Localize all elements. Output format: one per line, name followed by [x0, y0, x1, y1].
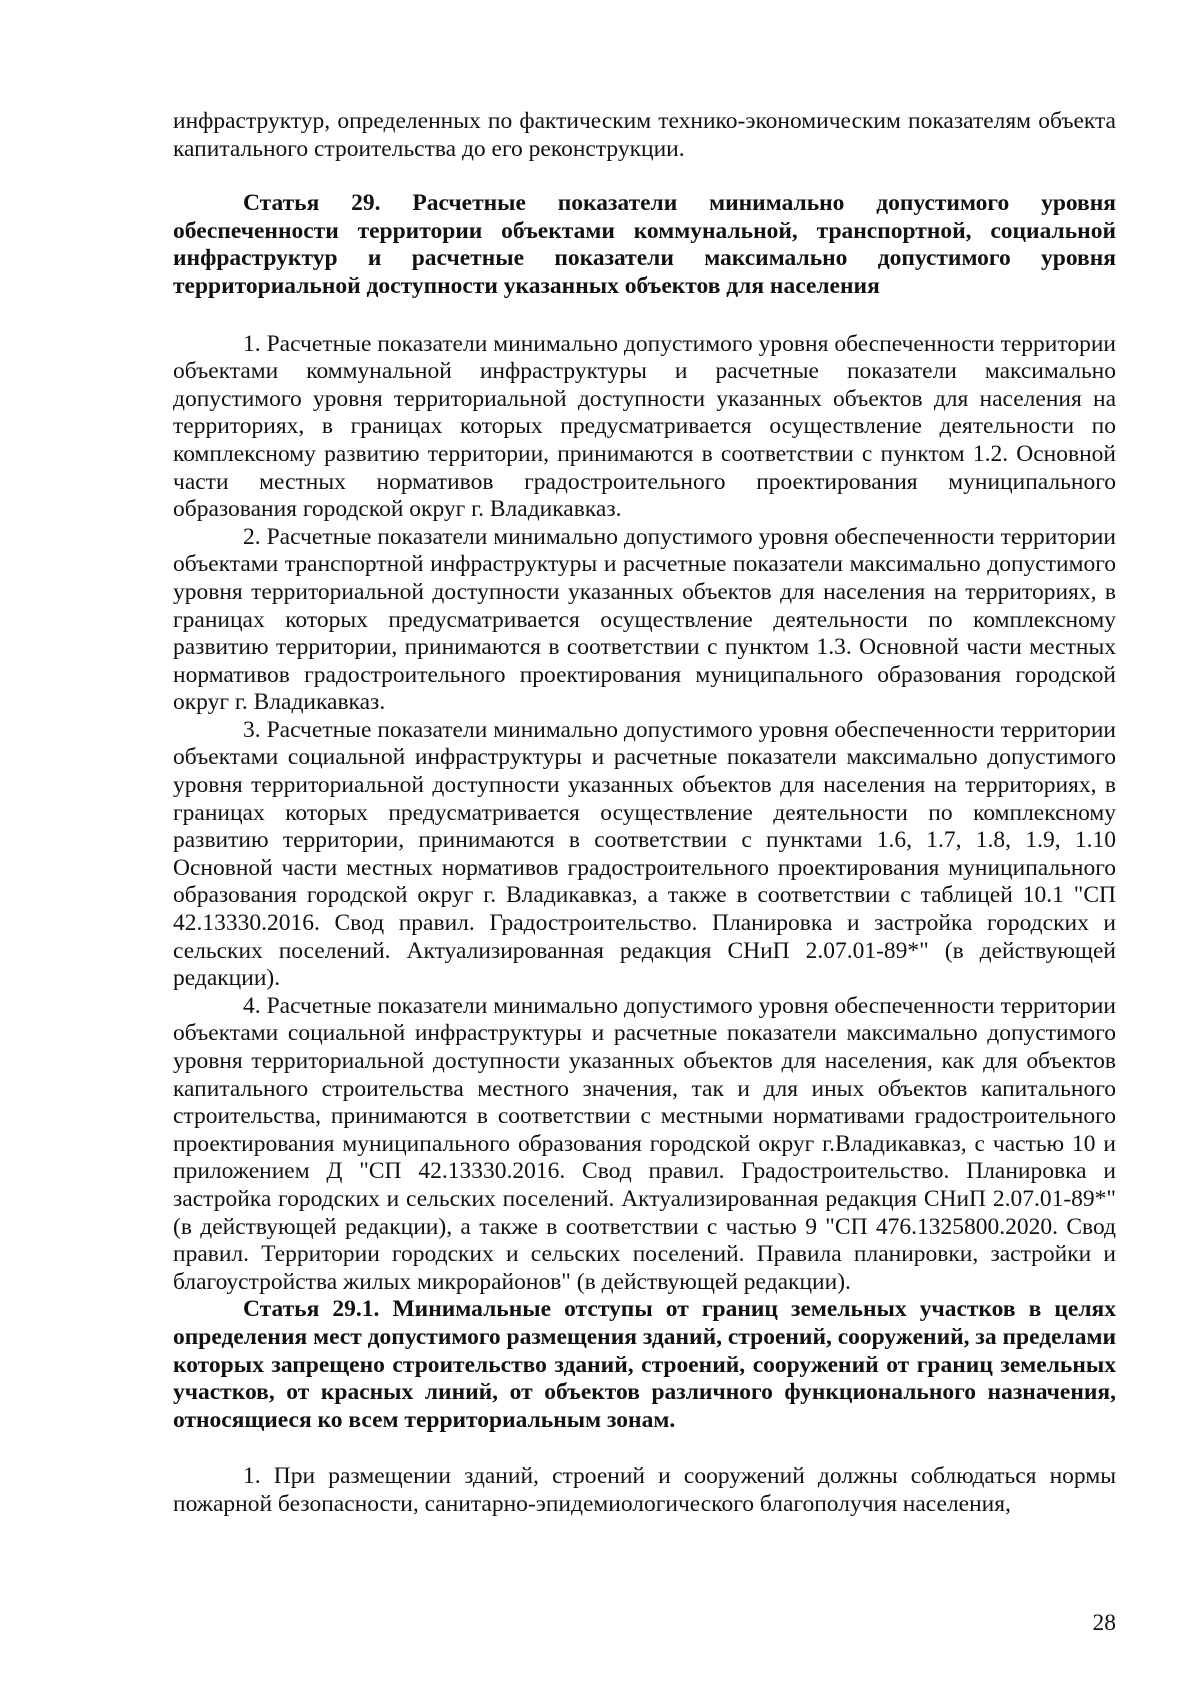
article-29-1-heading: Статья 29.1. Минимальные отступы от границ земельных участков в целях определения мест допустимого размещения зданий, строений, сооружений, за пределами которых запрещено строительство зданий, строений, сооружений от границ земельных участков, от красных линий, от объектов различного функционального назначения, относящиеся ко всем территориальным зонам.: [173, 1296, 1117, 1433]
article-29-item-4: 4. Расчетные показатели минимально допустимого уровня обеспеченности территории объектами социальной инфраструктуры и расчетные показатели максимально допустимого уровня территориальной доступности указанных объектов для населения, как для объектов капитального строительства местного значения, так и для иных объектов капитального строительства, принимаются в соответствии с местными нормативами градостроительного проектирования муниципального образования городской округ г.Владикавказ, с частью 10 и приложением Д "СП 42.13330.2016. Свод правил. Градостроительство. Планировка и застройка городских и сельских поселений. Актуализированная редакция СНиП 2.07.01-89*" (в действующей редакции), а также в соответствии с частью 9 "СП 476.1325800.2020. Свод правил. Территории городских и сельских поселений. Правила планировки, застройки и благоустройства жилых микрорайонов" (в действующей редакции).: [173, 992, 1116, 1295]
article-29-item-1: 1. Расчетные показатели минимально допустимого уровня обеспеченности территории объектами коммунальной инфраструктуры и расчетные показатели максимально допустимого уровня территориальной доступности указанных объектов для населения на территориях, в границах которых предусматривается осуществление деятельности по комплексному развитию территории, принимаются в соответствии с пунктом 1.2. Основной части местных нормативов градостроительного проектирования муниципального образования городской округ г. Владикавказ.: [173, 330, 1116, 523]
article-29-1-item-1: 1. При размещении зданий, строений и сооружений должны соблюдаться нормы пожарной безопасности, санитарно-эпидемиологического благополучия населения,: [173, 1463, 1116, 1517]
intro-paragraph: инфраструктур, определенных по фактическим технико-экономическим показателям объекта капитального строительства до его реконструкции.: [173, 108, 1116, 162]
article-29-item-3: 3. Расчетные показатели минимально допустимого уровня обеспеченности территории объектами социальной инфраструктуры и расчетные показатели максимально допустимого уровня территориальной доступности указанных объектов для населения на территориях, в границах которых предусматривается осуществление деятельности по комплексному развитию территории, принимаются в соответствии с пунктами 1.6, 1.7, 1.8, 1.9, 1.10 Основной части местных нормативов градостроительного проектирования муниципального образования городской округ г. Владикавказ, а также в соответствии с таблицей 10.1 "СП 42.13330.2016. Свод правил. Градостроительство. Планировка и застройка городских и сельских поселений. Актуализированная редакция СНиП 2.07.01-89*" (в действующей редакции).: [173, 716, 1116, 992]
article-29-item-2: 2. Расчетные показатели минимально допустимого уровня обеспеченности территории объектами транспортной инфраструктуры и расчетные показатели максимально допустимого уровня территориальной доступности указанных объектов для населения на территориях, в границах которых предусматривается осуществление деятельности по комплексному развитию территории, принимаются в соответствии с пунктом 1.3. Основной части местных нормативов градостроительного проектирования муниципального образования городской округ г. Владикавказ.: [173, 523, 1116, 716]
document-page: [173, 108, 1116, 1519]
page-number: 28: [1092, 1610, 1116, 1636]
article-29-heading: Статья 29. Расчетные показатели минимально допустимого уровня обеспеченности территории объектами коммунальной, транспортной, социальной инфраструктур и расчетные показатели максимально допустимого уровня территориальной доступности указанных объектов для населения: [173, 190, 1116, 299]
